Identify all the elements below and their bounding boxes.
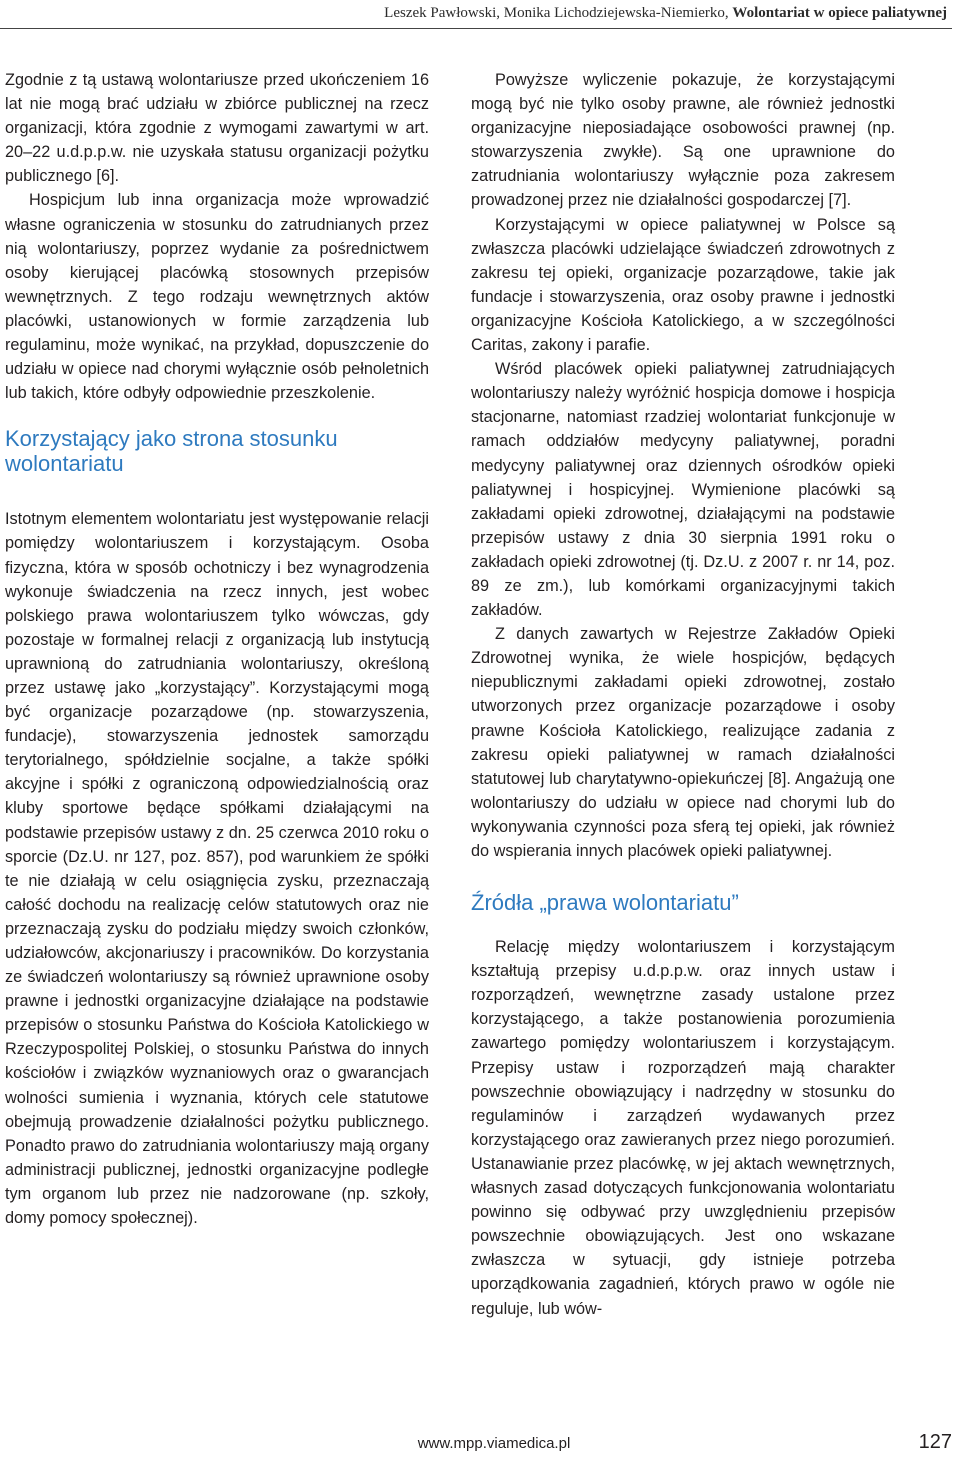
- right-column: [471, 68, 895, 1321]
- right-paragraph-1: Powyższe wyliczenie pokazuje, że korzystającymi mogą być nie tylko osoby prawne, ale również jednostki organizacyjne nieposiadające osobowości prawnej (np. stowarzyszenia zwykłe). Są one uprawnione do zatrudniania wolontariuszy wyłącznie poza zakresem prowadzonej przez nie działalności gospodarczej [7].: [471, 71, 895, 210]
- left-column: [5, 68, 429, 1230]
- section-heading-zrodla: Źródła „prawa wolontariatu”: [471, 890, 739, 916]
- left-paragraph-2: Hospicjum lub inna organizacja może wprowadzić własne ograniczenia w stosunku do zatrudnianych przez nią wolontariuszy, poprzez wydanie za pośrednictwem osoby kierującej placówką stosownych przepisów wewnętrznych. Z tego rodzaju wewnętrznych aktów placówki, ustanowionych w formie zarządzenia lub regulaminu, może wynikać, na przykład, dopuszczenie do udziału w opiece nad chorymi wyłącznie osób pełnoletnich lub takich, które odbyły odpowiednie przeszkolenie.: [5, 191, 429, 403]
- footer-url[interactable]: www.mpp.viamedica.pl: [417, 1435, 571, 1452]
- header-rule: [0, 28, 952, 29]
- right-paragraph-3: Wśród placówek opieki paliatywnej zatrudniających wolontariuszy należy wyróżnić hospicja domowe i hospicja stacjonarne, natomiast rzadziej wolontariat funkcjonuje w ramach oddziałów medycyny paliatywnej, poradni medycyny paliatywnej oraz dziennych ośrodków opieki paliatywnej i hospicyjnej. Wymienione placówki są zakładami opieki zdrowotnej, działającymi na podstawie przepisów ustawy z dnia 30 sierpnia 1991 roku o zakładach opieki zdrowotnej (tj. Dz.U. z 2007 r. nr 14, poz. 89 ze zm.), lub komórkami organizacyjnymi takich zakładów.: [471, 360, 895, 620]
- running-head: [0, 0, 960, 28]
- right-paragraph-2: Korzystającymi w opiece paliatywnej w Polsce są zwłaszcza placówki udzielające świadczeń zdrowotnych z zakresu tej opieki, organizacje pozarządowe, takie jak fundacje i stowarzyszenia, oraz osoby prawne i jednostki organizacyjne Kościoła Katolickiego, a w szczególności Caritas, zakony i parafie.: [471, 215, 895, 355]
- running-head-authors: Leszek Pawłowski, Monika Lichodziejewska-Niemierko,: [384, 5, 729, 21]
- left-paragraph-3: Istotnym elementem wolontariatu jest występowanie relacji pomiędzy wolontariuszem i korzystającym. Osoba fizyczna, która w sposób ochotniczy i bez wynagrodzenia wykonuje świadczenia na rzecz innych, jest wobec polskiego prawa wolontariuszem tylko wówczas, gdy pozostaje w formalnej relacji z organizacją lub instytucją uprawnioną do zatrudniania wolontariuszy, określoną przez ustawę jako „korzystający”. Korzystającymi mogą być organizacje pozarządowe (np. stowarzyszenia, fundacje), stowarzyszenia jednostek samorządu terytorialnego, spółdzielnie socjalne, a także spółki akcyjne i spółki z ograniczoną odpowiedzialnością oraz kluby sportowe będące spółkami działającymi na podstawie przepisów ustawy z dn. 25 czerwca 2010 roku o sporcie (Dz.U. nr 127, poz. 857), pod warunkiem że spółki te nie działają w celu osiągnięcia zysku, przeznaczają całość dochodu na realizację celów statutowych oraz nie przeznaczają zysku do podziału między swoich członków, udziałowców, akcjonariuszy i pracowników. Do korzystania ze świadczeń wolontariuszy są również uprawnione osoby prawne i jednostki organizacyjne działające na podstawie przepisów o stosunku Państwa do Kościoła Katolickiego w Rzeczypospolitej Polskiej, o stosunku Państwa do innych kościołów i związków wyznaniowych oraz o gwarancjach wolności sumienia i wyznania, których cele statutowe obejmują prowadzenie działalności pożytku publicznego. Ponadto prawo do zatrudniania wolontariuszy mają organy administracji publicznej, jednostki organizacyjne podległe tym organom lub przez nie nadzorowane (np. szkoły, domy pomocy społecznej).: [5, 510, 429, 1228]
- left-paragraph-1: Zgodnie z tą ustawą wolontariusze przed ukończeniem 16 lat nie mogą brać udziału w zbiórce publicznej na rzecz organizacji, która zgodnie z wymogami zawartymi w art. 20–22 u.d.p.p.w. nie uzyskała statusu organizacji pożytku publicznego [6].: [5, 71, 429, 186]
- right-paragraph-5: Relację między wolontariuszem i korzystającym kształtują przepisy u.d.p.p.w. oraz innych ustaw i rozporządzeń, wewnętrzne zasady ustalone przez korzystającego, a także postanowienia porozumienia zawartego pomiędzy wolontariuszem i korzystającym. Przepisy ustaw i rozporządzeń mają charakter powszechnie obowiązujący i nadrzędny w stosunku do regulaminów i zarządzeń wydawanych przez korzystającego oraz zawieranych przez niego porozumień. Ustanawianie przez placówkę, w jej aktach wewnętrznych, własnych zasad dotyczących funkcjonowania wolontariatu powinno się odbywać przy uwzględnieniu przepisów powszechnie obowiązujących. Jest ono wskazane zwłaszcza w sytuacji, gdy istnieje potrzeba uporządkowania zagadnień, których prawo w ogóle nie reguluje, lub wów-: [471, 938, 895, 1318]
- section-heading-korzystajacy: Korzystający jako strona stosunku wolontariatu: [5, 426, 338, 477]
- right-paragraph-4: Z danych zawartych w Rejestrze Zakładów Opieki Zdrowotnej wynika, że wiele hospicjów, będących niepublicznymi zakładami opieki zdrowotnej, zostało utworzonych przez organizacje pozarządowe i osoby prawne Kościoła Katolickiego, realizujące zadania z zakresu opieki paliatywnej w ramach działalności statutowej lub charytatywno-opiekuńczej [8]. Angażują one wolontariuszy do udziału w opiece nad chorymi lub do wykonywania czynności poza sferą tej opieki, jak również do wspierania innych placówek opieki paliatywnej.: [471, 625, 895, 860]
- page-number: 127: [918, 1431, 952, 1453]
- running-head-title: Wolontariat w opiece paliatywnej: [732, 5, 947, 21]
